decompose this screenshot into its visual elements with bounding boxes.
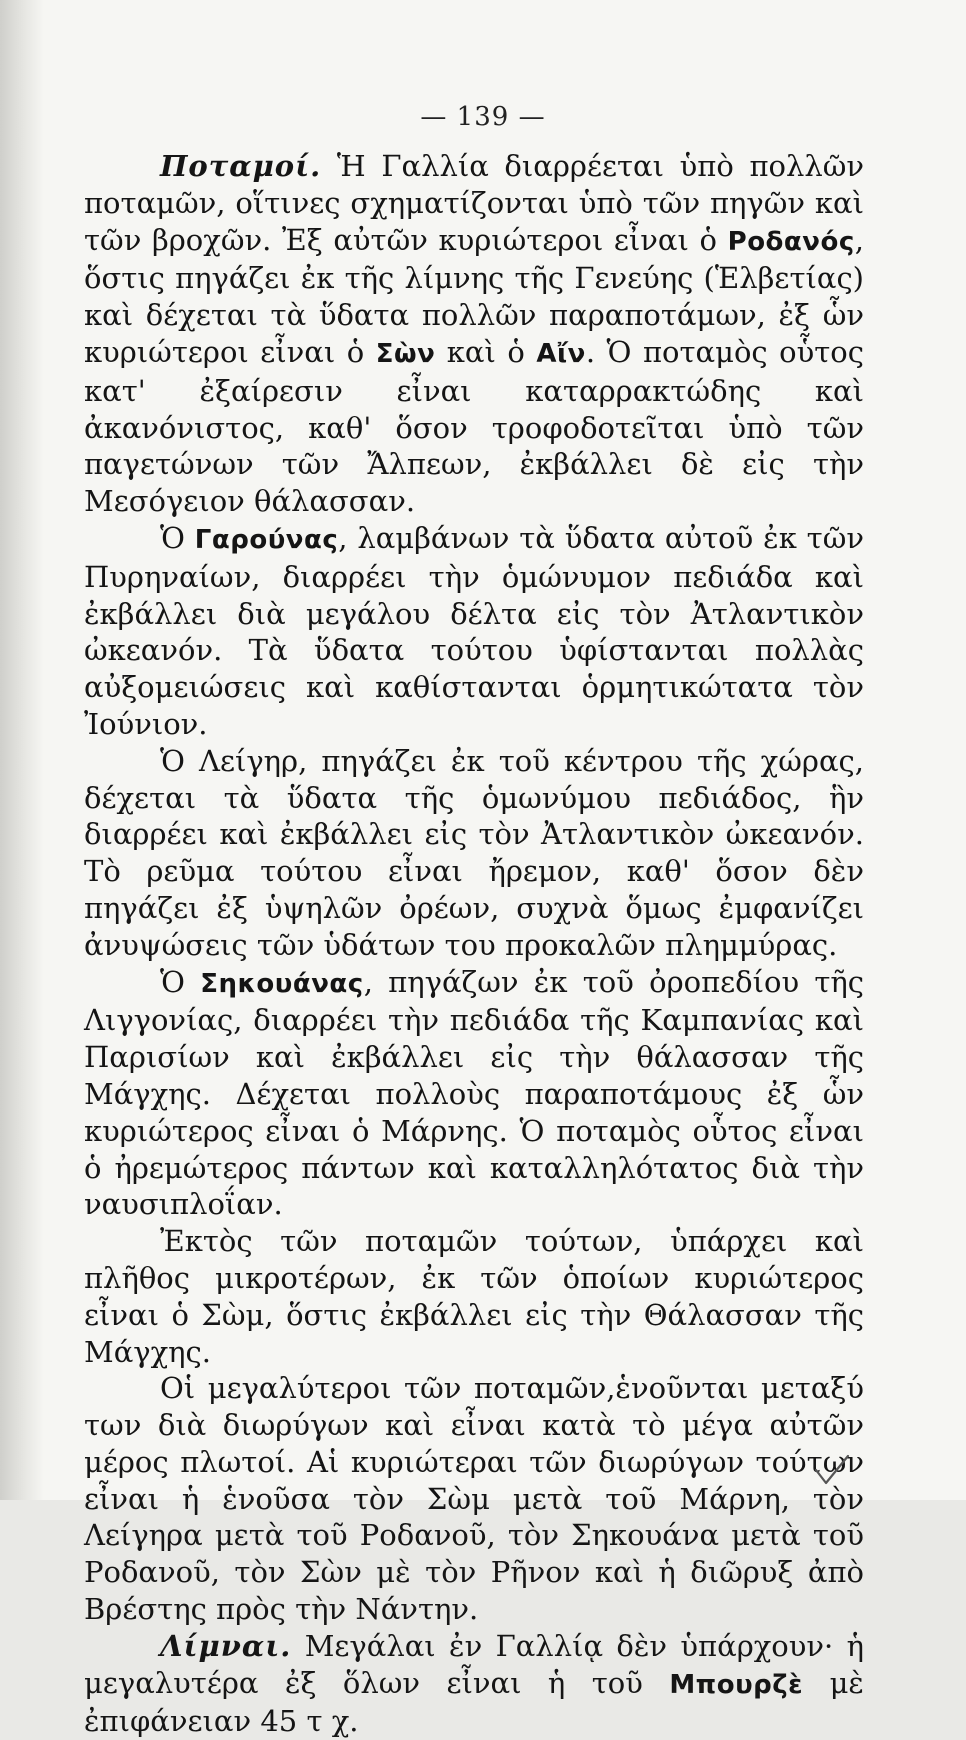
section-heading: Ποταμοί. [160,149,322,183]
paragraph [84,148,864,520]
text-run: Ὁ Λείγηρ, πηγάζει ἐκ τοῦ κέντρου τῆς χώρας, δέχεται τὰ ὕδατα τῆς ὁμωνύμου πεδιάδος, ἣν διαρρέει καὶ ἐκβάλλει εἰς τὸν Ἀτλαντικὸν ὠκεανόν. Τὸ ρεῦμα τούτου εἶναι ἤρεμον, καθ' ὅσον δὲν πηγάζει ἐξ ὑψηλῶν ὀρέων, συχνὰ ὅμως ἐμφανίζει ἀνυψώσεις τῶν ὑδάτων του προκαλῶν πλημμύρας. [84,743,864,962]
emphasized-name: Γαρούνας [194,524,339,555]
text-run: . Ὁ ποταμὸς οὗτος κατ' ἐξαίρεσιν εἶναι καταρρακτώδης καὶ ἀκανόνιστος, καθ' ὅσον τροφοδοτεῖται ὑπὸ τῶν παγετώνων τῶν Ἄλπεων, ἐκβάλλει δὲ εἰς τὴν Μεσόγειον θάλασσαν. [84,334,864,519]
paragraph [84,1628,864,1740]
text-run: μὲ ἐπιφάνειαν 45 τ χ. [84,1665,864,1739]
paragraph [84,1223,864,1370]
text-run: καὶ ὁ [435,334,537,369]
emphasized-name: Αἴν [536,338,586,369]
body-text [84,148,864,1740]
paragraph [84,964,864,1224]
emphasized-name: Μπουρζὲ [669,1669,804,1700]
text-run: , πηγάζων ἐκ τοῦ ὀροπεδίου τῆς Λιγγονίας, διαρρέει τὴν πεδιάδα τῆς Καμπανίας καὶ Παρισίων καὶ ἐκβάλλει εἰς τὴν θάλασσαν τῆς Μάγχης. Δέχεται πολλοὺς παραποτάμους ἐξ ὧν κυριώτερος εἶναι ὁ Μάρνης. Ὁ ποταμὸς οὗτος εἶναι ὁ ἠρεμώτερος πάντων καὶ καταλληλότατος διὰ τὴν ναυσιπλοΐαν. [84,964,865,1222]
paragraph [84,520,864,743]
page-number: — 139 — [420,102,546,132]
text-run: Ἐκτὸς τῶν ποταμῶν τούτων, ὑπάρχει καὶ πλῆθος μικροτέρων, ἐκ τῶν ὁποίων κυριώτερος εἶναι ὁ Σὼμ, ὅστις ἐκβάλλει εἰς τὴν Θάλασσαν τῆς Μάγχης. [84,1224,864,1369]
text-run: Μεγάλαι ἐν Γαλλίᾳ δὲν ὑπάρχουν· ἡ μεγαλυτέρα ἐξ ὅλων εἶναι ἡ τοῦ [84,1628,864,1700]
page-spine-shadow [0,0,44,1500]
paragraph [84,1370,864,1628]
text-run: Ἡ Γαλλία διαρρέεται ὑπὸ πολλῶν ποταμῶν, οἵτινες σχηματίζονται ὑπὸ τῶν πηγῶν καὶ τῶν βροχῶν. Ἐξ αὐτῶν κυριώτεροι εἶναι ὁ [84,149,864,257]
checkmark-icon [812,1452,852,1488]
text-run: Οἱ μεγαλύτεροι τῶν ποταμῶν,ἑνοῦνται μεταξύ των διὰ διωρύγων καὶ εἶναι κατὰ τὸ μέγα αὐτῶν μέρος πλωτοί. Αἱ κυριώτεραι τῶν διωρύγων τούτων εἶναι ἡ ἑνοῦσα τὸν Σὼμ μετὰ τοῦ Μάρνη, τὸν Λείγηρα μετὰ τοῦ Ροδανοῦ, τὸν Σηκουάνα μετὰ τοῦ Ροδανοῦ, τὸν Σὼν μὲ τὸν Ρῆνον καὶ ἡ διῶρυξ ἀπὸ Βρέστης πρὸς τὴν Νάντην. [84,1371,864,1627]
text-run: Ὁ [160,520,195,555]
paragraph [84,743,864,964]
section-heading: Λίμναι. [160,1628,292,1663]
emphasized-name: Σηκουάνας [200,968,364,999]
emphasized-name: Σὼν [375,338,436,369]
emphasized-name: Ροδανός [727,226,855,257]
text-run: , ὅστις πηγάζει ἐκ τῆς λίμνης τῆς Γενεύης (Ἑλβετίας) καὶ δέχεται τὰ ὕδατα πολλῶν παραποτάμων, ἐξ ὧν κυριώτεροι εἶναι ὁ [84,222,864,369]
text-run: , λαμβάνων τὰ ὕδατα αὐτοῦ ἐκ τῶν Πυρηναίων, διαρρέει τὴν ὁμώνυμον πεδιάδα καὶ ἐκβάλλει διὰ μεγάλου δέλτα εἰς τὸν Ἀτλαντικὸν ὠκεανόν. Τὰ ὕδατα τούτου ὑφίστανται πολλὰς αὐξομειώσεις καὶ καθίστανται ὁρμητικώτατα τὸν Ἰούνιον. [84,520,865,741]
text-run: Ὁ [160,964,201,999]
